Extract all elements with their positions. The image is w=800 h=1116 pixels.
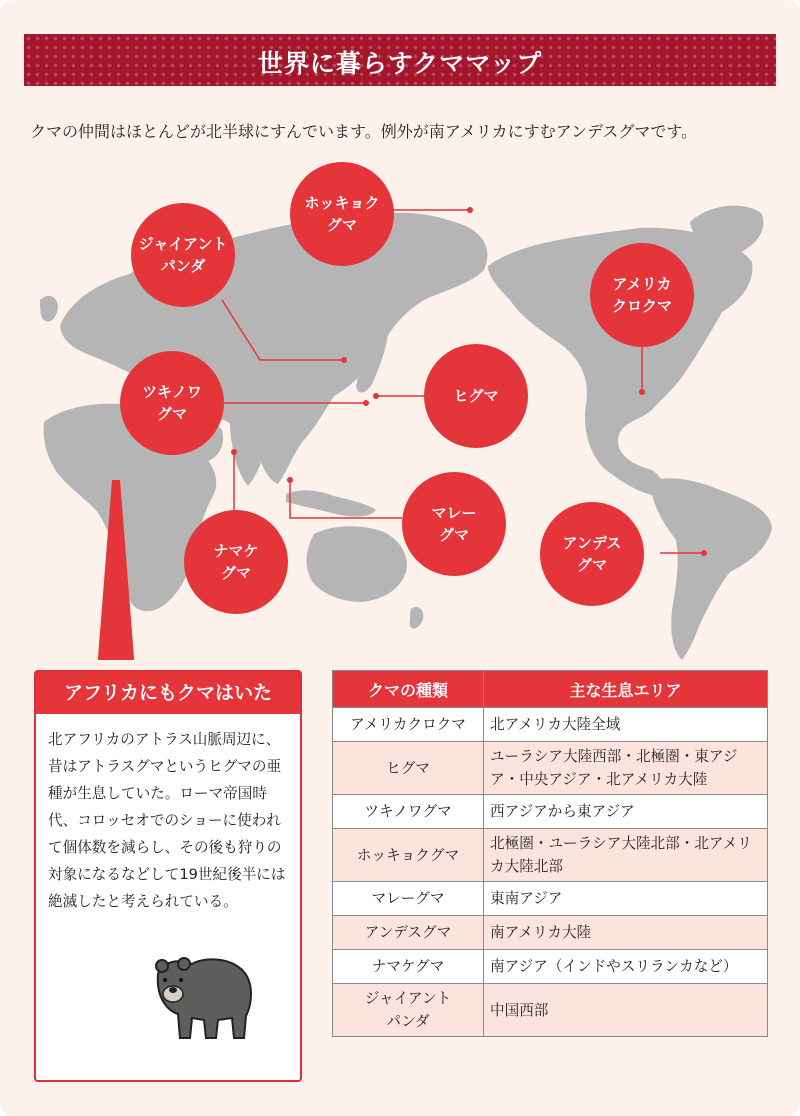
table-header-row xyxy=(333,671,768,708)
map-label-asian-black-bear: ツキノワ グマ xyxy=(120,351,224,455)
map-label-sun-bear: マレー グマ xyxy=(402,472,506,576)
habitat-area: 東南アジア xyxy=(484,882,768,916)
bear-illustration-icon xyxy=(148,944,258,1044)
habitat-area: ユーラシア大陸西部・北極圏・東アジア・中央アジア・北アメリカ大陸 xyxy=(484,742,768,795)
table-row xyxy=(333,708,768,742)
species-name: ヒグマ xyxy=(333,742,484,795)
habitat-area: 北極圏・ユーラシア大陸北部・北アメリカ大陸北部 xyxy=(484,829,768,882)
map-label-giant-panda: ジャイアント パンダ xyxy=(131,203,235,307)
habitat-area: 北アメリカ大陸全域 xyxy=(484,708,768,742)
map-label-andean-bear: アンデス グマ xyxy=(540,502,644,606)
landmass-new-zealand xyxy=(410,607,424,629)
species-name: ツキノワグマ xyxy=(333,795,484,829)
species-name: アンデスグマ xyxy=(333,916,484,950)
landmass-south-america xyxy=(650,478,772,660)
column-header-area: 主な生息エリア xyxy=(484,671,768,708)
species-name: ホッキョクグマ xyxy=(333,829,484,882)
africa-box-title: アフリカにもクマはいた xyxy=(36,672,300,714)
table-row xyxy=(333,916,768,950)
species-name: ジャイアント パンダ xyxy=(333,984,484,1037)
page-title: 世界に暮らすクママップ xyxy=(257,49,543,78)
table-row xyxy=(333,829,768,882)
column-header-species: クマの種類 xyxy=(333,671,484,708)
landmass-uk xyxy=(40,296,58,322)
intro-text: クマの仲間はほとんどが北半球にすんでいます。例外が南アメリカにすむアンデスグマです。 xyxy=(30,122,698,141)
habitat-area: 中国西部 xyxy=(484,984,768,1037)
africa-box-text: 北アフリカのアトラス山脈周辺に、昔はアトラスグマというヒグマの亜種が生息していた。ローマ帝国時代、コロッセオでのショーに使われて個体数を減らし、その後も狩りの対象になるなどして19世紀後半には絶滅したと考えられている。 xyxy=(48,731,286,910)
map-label-sloth-bear: ナマケ グマ xyxy=(184,510,288,614)
habitat-area: 南アメリカ大陸 xyxy=(484,916,768,950)
habitat-area: 南アジア（インドやスリランカなど） xyxy=(484,950,768,984)
table-row xyxy=(333,742,768,795)
map-label-brown-bear: ヒグマ xyxy=(424,344,528,448)
habitat-table xyxy=(332,670,768,1037)
table-row xyxy=(333,984,768,1037)
species-name: ナマケグマ xyxy=(333,950,484,984)
landmass-indonesia xyxy=(286,490,376,516)
africa-info-box xyxy=(34,670,302,1082)
landmass-australia xyxy=(307,526,407,602)
habitat-area: 西アジアから東アジア xyxy=(484,795,768,829)
table-row xyxy=(333,882,768,916)
map-label-polar-bear: ホッキョク グマ xyxy=(290,162,394,266)
table-row xyxy=(333,950,768,984)
table-row xyxy=(333,795,768,829)
map-label-american-black-bear: アメリカ クロクマ xyxy=(590,243,694,347)
species-name: マレーグマ xyxy=(333,882,484,916)
species-name: アメリカクロクマ xyxy=(333,708,484,742)
